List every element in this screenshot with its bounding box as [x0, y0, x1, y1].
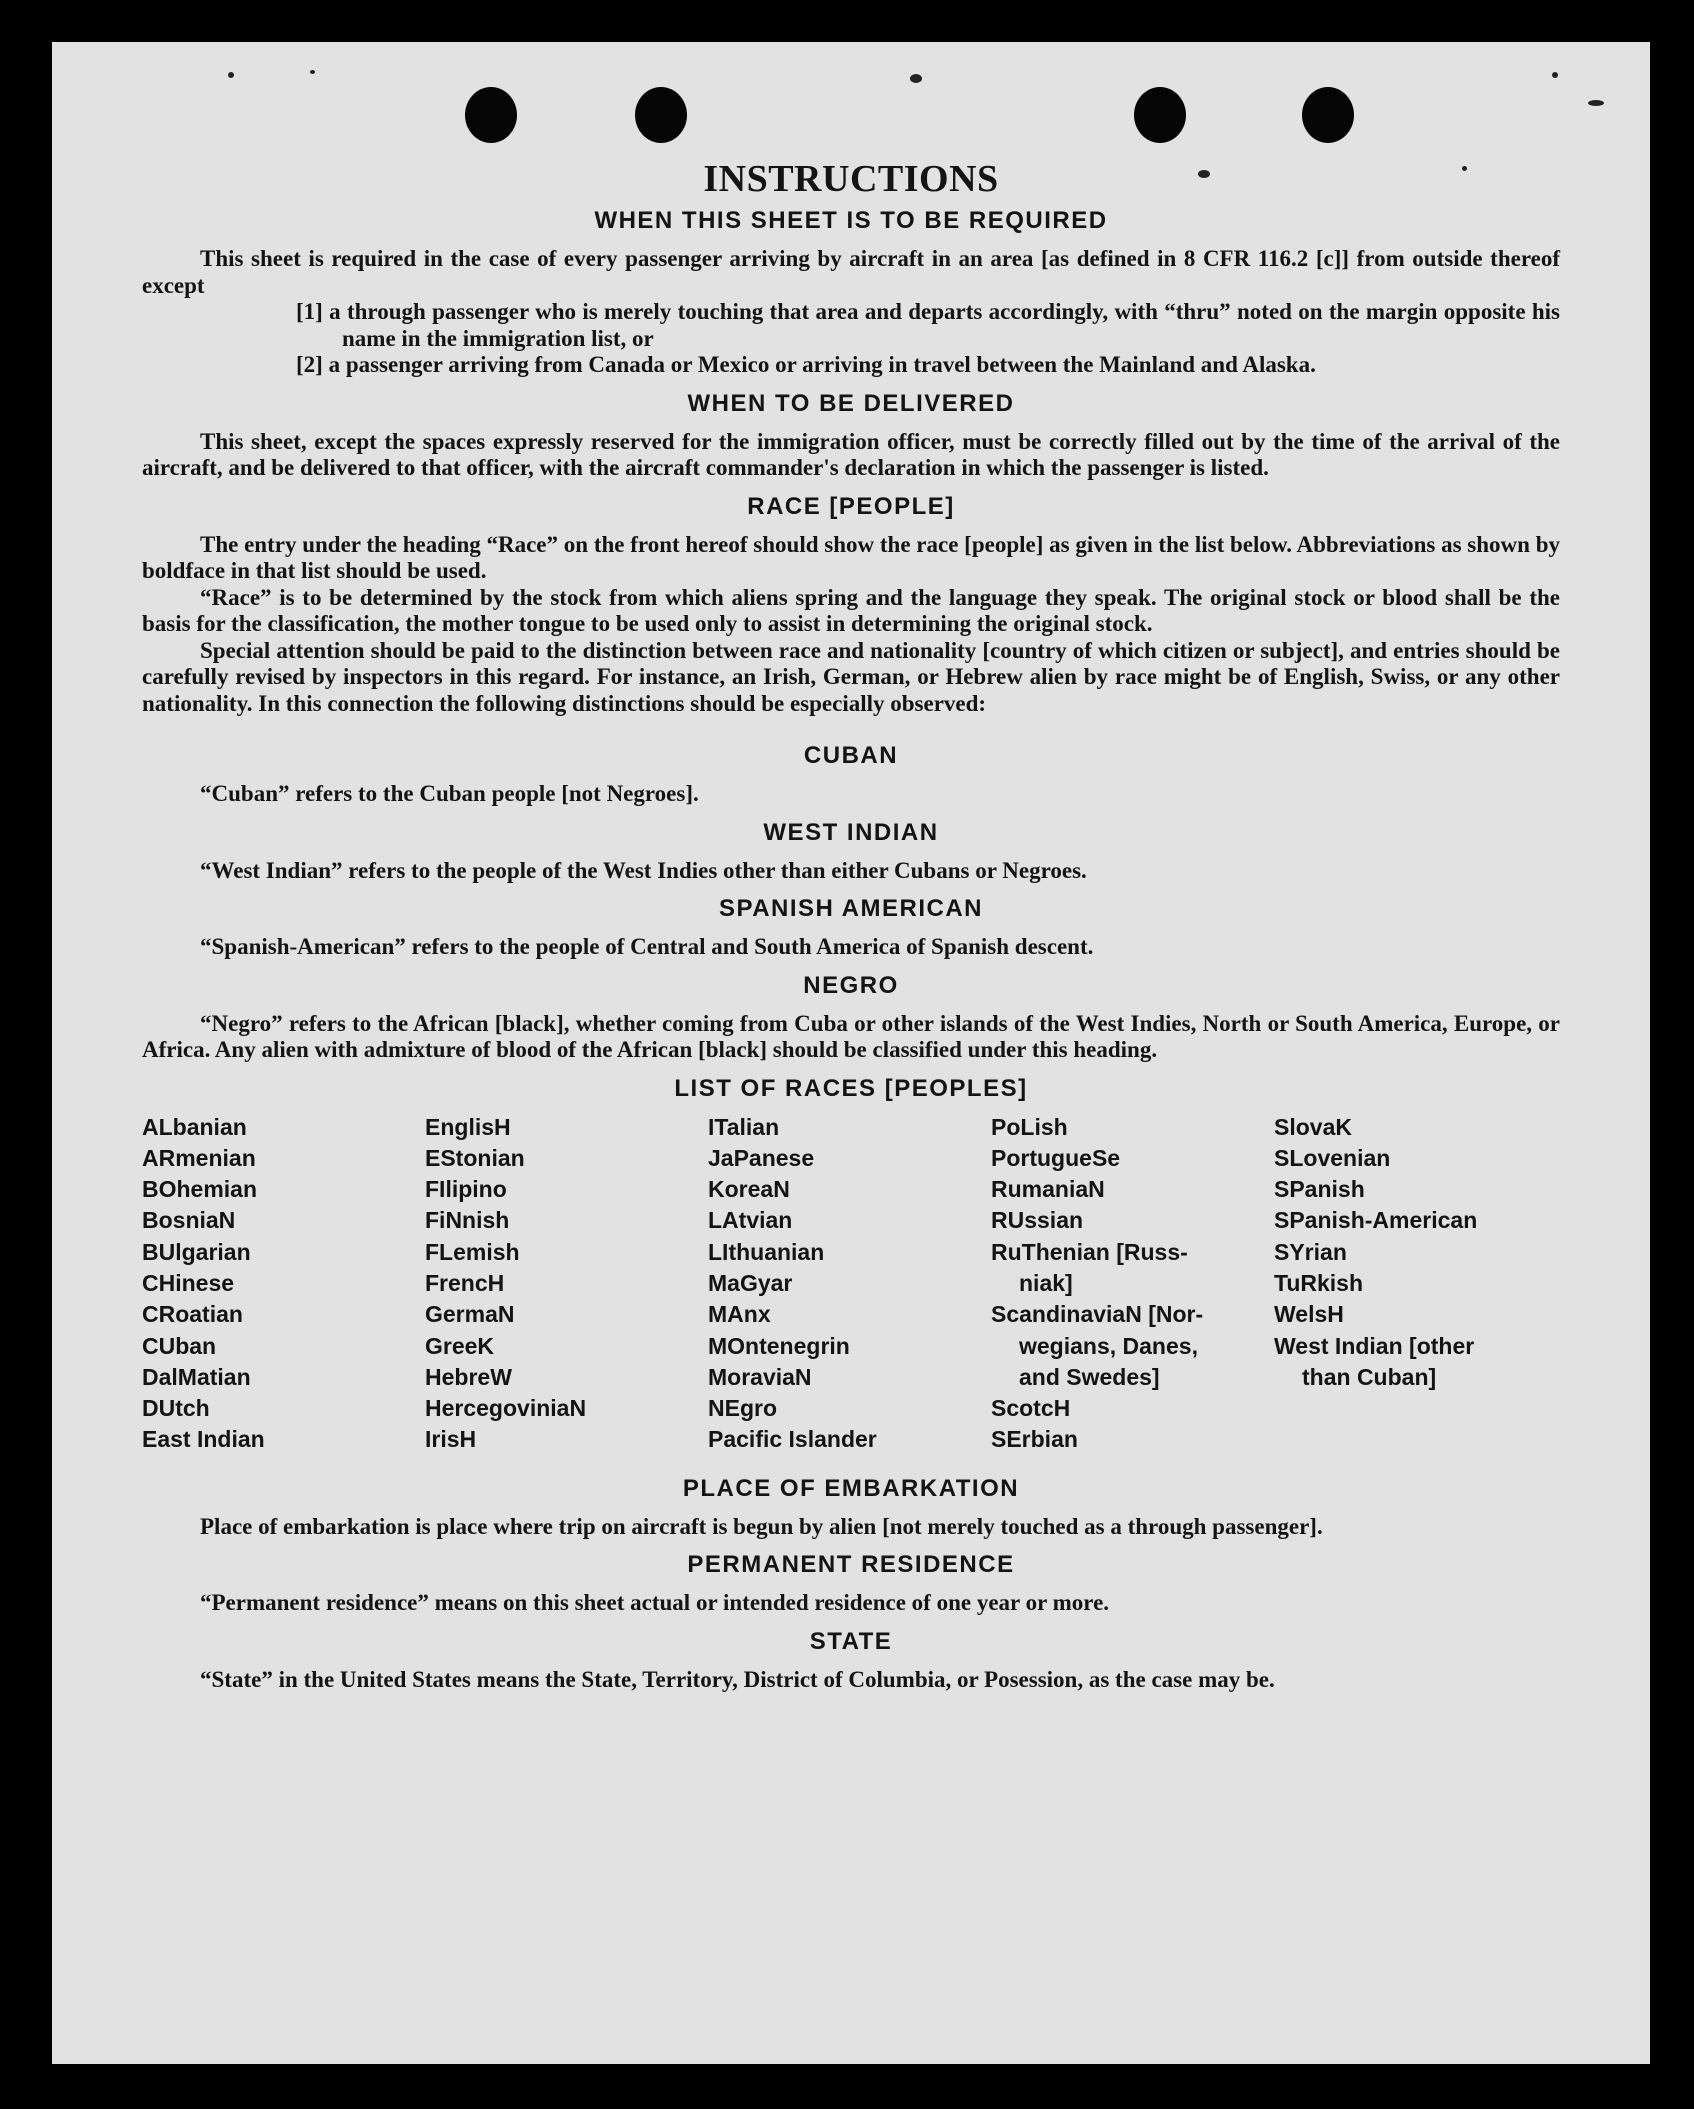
race-entry: NEgro — [708, 1395, 777, 1422]
race-entry: MOntenegrin — [708, 1332, 850, 1359]
race-entry: TuRkish — [1274, 1269, 1364, 1296]
race-entry: EStonian — [425, 1144, 525, 1171]
race-entry: CRoatian — [142, 1301, 243, 1328]
race-entry: BUlgarian — [142, 1238, 251, 1265]
races-column-1 — [142, 1112, 425, 1456]
race-entry: SLovenian — [1274, 1144, 1391, 1171]
race-entry: HercegoviniaN — [425, 1395, 587, 1422]
race-paragraph-2: “Race” is to be determined by the stock from which aliens spring and the language they speak. The original stock or blood shall be the basis for the classification, the mother tongue to be used only to assist in determining the original stock. — [142, 584, 1560, 636]
race-entry: KoreaN — [708, 1176, 790, 1203]
page-title: INSTRUCTIONS — [703, 158, 999, 200]
races-column-3 — [708, 1112, 991, 1456]
race-entry: FrencH — [425, 1269, 505, 1296]
race-entry: ScotcH — [991, 1395, 1071, 1422]
race-entry: RuThenian [Russ- — [991, 1238, 1188, 1265]
race-entry: ITalian — [708, 1113, 780, 1140]
race-entry: BOhemian — [142, 1176, 258, 1203]
race-entry: Pacific Islander — [708, 1426, 877, 1453]
race-entry: FLemish — [425, 1238, 520, 1265]
race-entry: JaPanese — [708, 1144, 815, 1171]
speck — [1552, 72, 1558, 78]
race-entry: ALbanian — [142, 1113, 247, 1140]
race-entry: IrisH — [425, 1426, 477, 1453]
delivered-text: This sheet, except the spaces expressly reserved for the immigration officer, must be correctly filled out by the time of the arrival of the aircraft, and be delivered to that officer, with the aircraft commander's declaration in which the passenger is listed. — [142, 428, 1560, 480]
race-entry: WelsH — [1274, 1301, 1344, 1328]
instructions-content — [142, 154, 1560, 1693]
section-heading-delivered: WHEN TO BE DELIVERED — [687, 389, 1015, 417]
race-entry: BosniaN — [142, 1207, 236, 1234]
race-entry: West Indian [other — [1274, 1332, 1475, 1359]
race-paragraph-3: Special attention should be paid to the distinction between race and nationality [country of which citizen or subject], and entries should be carefully revised by inspectors in this regard. For instance, an Irish, German, or Hebrew alien by race might be of English, Swiss, or any other nationality. In this connection the following distinctions should be especially observed: — [142, 637, 1560, 716]
race-entry: FiNnish — [425, 1207, 510, 1234]
race-entry: East Indian — [142, 1426, 265, 1453]
state-text: “State” in the United States means the State, Territory, District of Columbia, or Posession, as the case may be. — [200, 1666, 1275, 1692]
races-column-5 — [1274, 1112, 1557, 1456]
races-column-2 — [425, 1112, 708, 1456]
speck — [1588, 100, 1604, 106]
document-sheet — [52, 42, 1650, 2064]
race-entry: SPanish-American — [1274, 1207, 1478, 1234]
section-heading-residence: PERMANENT RESIDENCE — [687, 1551, 1015, 1579]
section-heading-required: WHEN THIS SHEET IS TO BE REQUIRED — [594, 207, 1108, 234]
races-list — [142, 1112, 1560, 1456]
race-entry: GreeK — [425, 1332, 495, 1359]
west-indian-text: “West Indian” refers to the people of the West Indies other than either Cubans or Negroes. — [200, 857, 1087, 883]
race-entry: MaGyar — [708, 1269, 793, 1296]
section-heading-negro: NEGRO — [803, 971, 899, 999]
race-entry: SErbian — [991, 1426, 1078, 1453]
punch-hole — [1134, 87, 1186, 143]
speck — [228, 72, 234, 78]
required-item-2: [2] a passenger arriving from Canada or Mexico or arriving in travel between the Mainland and Alaska. — [296, 352, 1316, 377]
section-heading-west-indian: WEST INDIAN — [763, 818, 939, 846]
punch-hole — [635, 87, 687, 143]
race-paragraph-1: The entry under the heading “Race” on the front hereof should show the race [people] as given in the list below. Abbreviations as shown by boldface in that list should be used. — [142, 531, 1560, 583]
race-entry: ScandinaviaN [Nor- — [991, 1301, 1204, 1328]
section-heading-state: STATE — [809, 1627, 893, 1655]
section-heading-embarkation: PLACE OF EMBARKATION — [682, 1474, 1020, 1502]
race-entry: PortugueSe — [991, 1144, 1121, 1171]
race-entry: DUtch — [142, 1395, 210, 1422]
cuban-text: “Cuban” refers to the Cuban people [not Negroes]. — [200, 781, 699, 806]
race-entry: wegians, Danes, — [1019, 1332, 1198, 1359]
race-entry: GermaN — [425, 1301, 515, 1328]
race-entry: MAnx — [708, 1301, 771, 1328]
section-heading-spanish-american: SPANISH AMERICAN — [718, 895, 983, 922]
race-entry: RumaniaN — [991, 1176, 1105, 1203]
section-heading-cuban: CUBAN — [803, 742, 899, 769]
race-entry: MoraviaN — [708, 1363, 812, 1390]
race-entry: than Cuban] — [1302, 1363, 1437, 1390]
race-entry: EnglisH — [425, 1113, 511, 1140]
race-entry: DalMatian — [142, 1363, 251, 1390]
race-entry: SlovaK — [1274, 1113, 1352, 1140]
race-entry: CHinese — [142, 1269, 235, 1296]
race-entry: niak] — [1019, 1269, 1073, 1296]
race-entry: LAtvian — [708, 1207, 793, 1234]
residence-text: “Permanent residence” means on this sheet actual or intended residence of one year or more. — [200, 1590, 1110, 1616]
races-column-4 — [991, 1112, 1274, 1456]
punch-hole — [465, 87, 517, 143]
section-heading-list: LIST OF RACES [PEOPLES] — [674, 1074, 1028, 1102]
embarkation-text: Place of embarkation is place where trip on aircraft is begun by alien [not merely touched as a through passenger]. — [200, 1513, 1323, 1539]
spanish-american-text: “Spanish-American” refers to the people of Central and South America of Spanish descent. — [200, 934, 1094, 959]
race-entry: PoLish — [991, 1113, 1068, 1140]
race-entry: and Swedes] — [1019, 1363, 1160, 1390]
speck — [310, 70, 315, 74]
speck — [910, 74, 922, 83]
race-entry: ARmenian — [142, 1144, 256, 1171]
required-intro: This sheet is required in the case of every passenger arriving by aircraft in an area [as defined in 8 CFR 116.2 [c]] from outside thereof except — [142, 246, 1560, 298]
required-item-1: [1] a through passenger who is merely touching that area and departs accordingly, with “thru” noted on the margin opposite his name in the immigration list, or — [296, 299, 1560, 351]
negro-text: “Negro” refers to the African [black], whether coming from Cuba or other islands of the West Indies, North or South America, Europe, or Africa. Any alien with admixture of blood of the African [black] should be classified under this heading. — [142, 1010, 1560, 1062]
race-entry: SYrian — [1274, 1238, 1347, 1265]
race-entry: SPanish — [1274, 1176, 1365, 1203]
section-heading-race: RACE [PEOPLE] — [747, 492, 955, 520]
race-entry: CUban — [142, 1332, 217, 1359]
race-entry: FIlipino — [425, 1176, 507, 1203]
race-entry: HebreW — [425, 1363, 512, 1390]
race-entry: RUssian — [991, 1207, 1084, 1234]
race-entry: LIthuanian — [708, 1238, 825, 1265]
punch-hole — [1302, 87, 1354, 143]
